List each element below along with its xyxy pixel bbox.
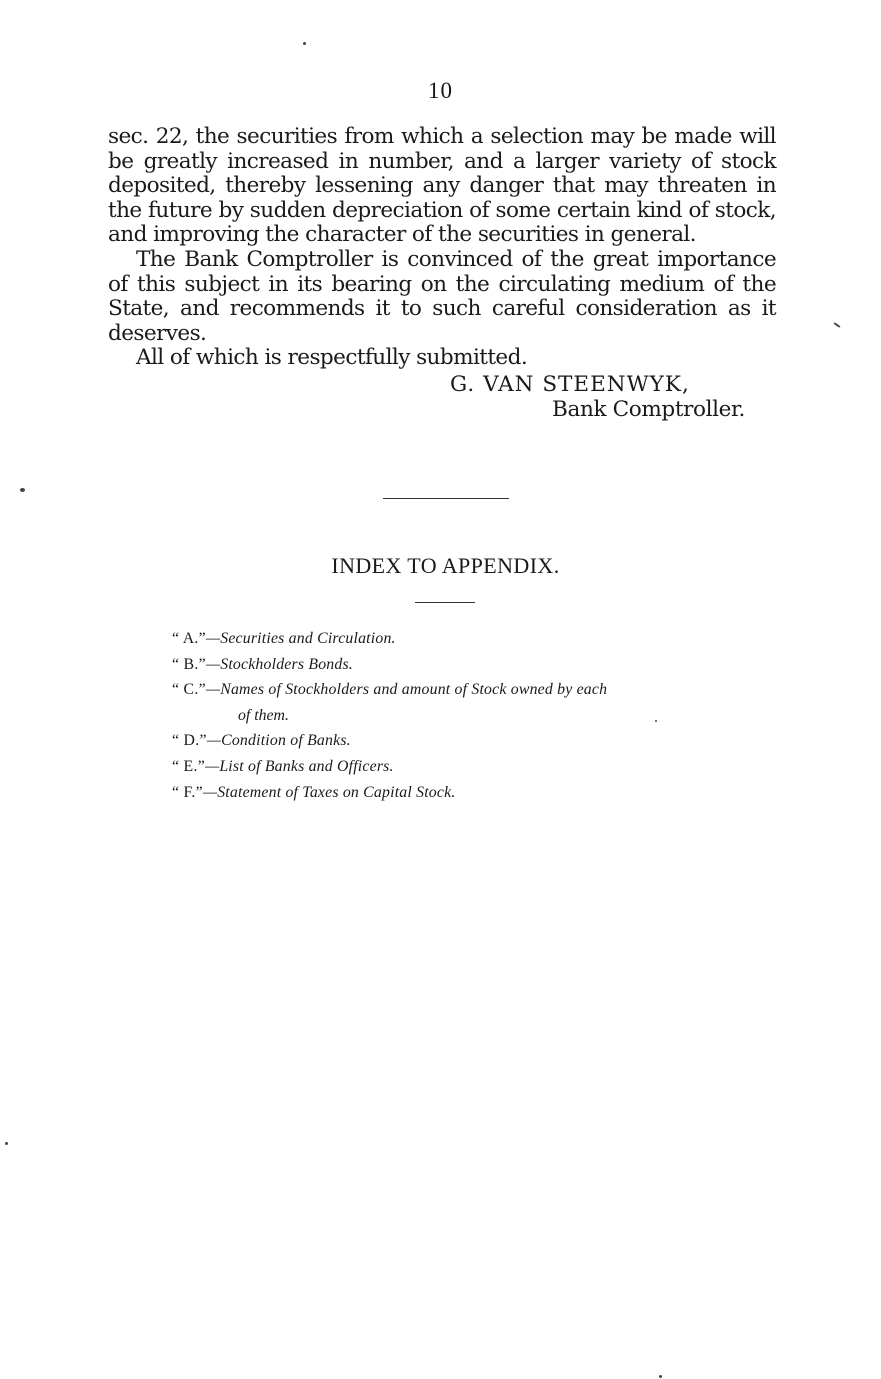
report-body <box>108 125 776 371</box>
index-entry-desc-continued: of them. <box>238 706 289 724</box>
signature-name: G. VAN STEENWYK, <box>450 372 690 397</box>
index-entry-key: “ E.” <box>172 757 206 775</box>
index-entry-key: “ A.” <box>172 630 206 647</box>
paragraph-submitted: All of which is respectfully submitted. <box>136 345 528 371</box>
scan-speck <box>655 720 657 722</box>
index-entry-c <box>172 677 732 728</box>
index-entry-desc: —Securities and Circulation. <box>205 630 396 647</box>
index-entry-d <box>172 728 732 754</box>
page-number: 10 <box>428 78 453 103</box>
index-heading: INDEX TO APPENDIX. <box>331 553 560 578</box>
index-entry-key: “ F.” <box>172 783 203 801</box>
scan-speck <box>5 1142 8 1145</box>
index-entry-e <box>172 754 732 780</box>
scan-speck <box>303 42 306 45</box>
scan-speck <box>833 322 841 328</box>
index-entry-desc: —Stockholders Bonds. <box>205 655 354 673</box>
index-entry-b <box>172 652 732 678</box>
heading-underline <box>415 602 475 603</box>
index-entry-desc: —List of Banks and Officers. <box>205 757 394 775</box>
index-entry-a <box>172 626 732 652</box>
scan-speck <box>20 488 25 492</box>
index-entry-f <box>172 780 732 806</box>
scan-speck <box>659 1375 662 1378</box>
index-entry-desc: —Condition of Banks. <box>206 732 351 750</box>
index-entry-key: “ B.” <box>172 655 206 673</box>
index-entry-key: “ D.” <box>172 732 207 750</box>
index-entry-key: “ C.” <box>172 681 206 699</box>
signature-title: Bank Comptroller. <box>552 397 746 422</box>
index-list <box>172 626 732 805</box>
paragraph-securities: sec. 22, the securities from which a selection may be made will be greatly increased in number, and a larger variety of stock deposited, thereby lessening any danger that may threaten in the future by sudden depreciation of some certain kind of stock, and improving the character of the securities in general. <box>108 124 776 248</box>
index-entry-desc: —Names of Stockholders and amount of Stock owned by each <box>205 681 608 699</box>
paragraph-importance: The Bank Comptroller is convinced of the great importance of this subject in its bearing on the circulating medium of the State, and recommends it to such careful consideration as it deserves. <box>108 246 776 346</box>
index-entry-desc: —Statement of Taxes on Capital Stock. <box>202 783 456 801</box>
section-divider <box>383 498 509 499</box>
